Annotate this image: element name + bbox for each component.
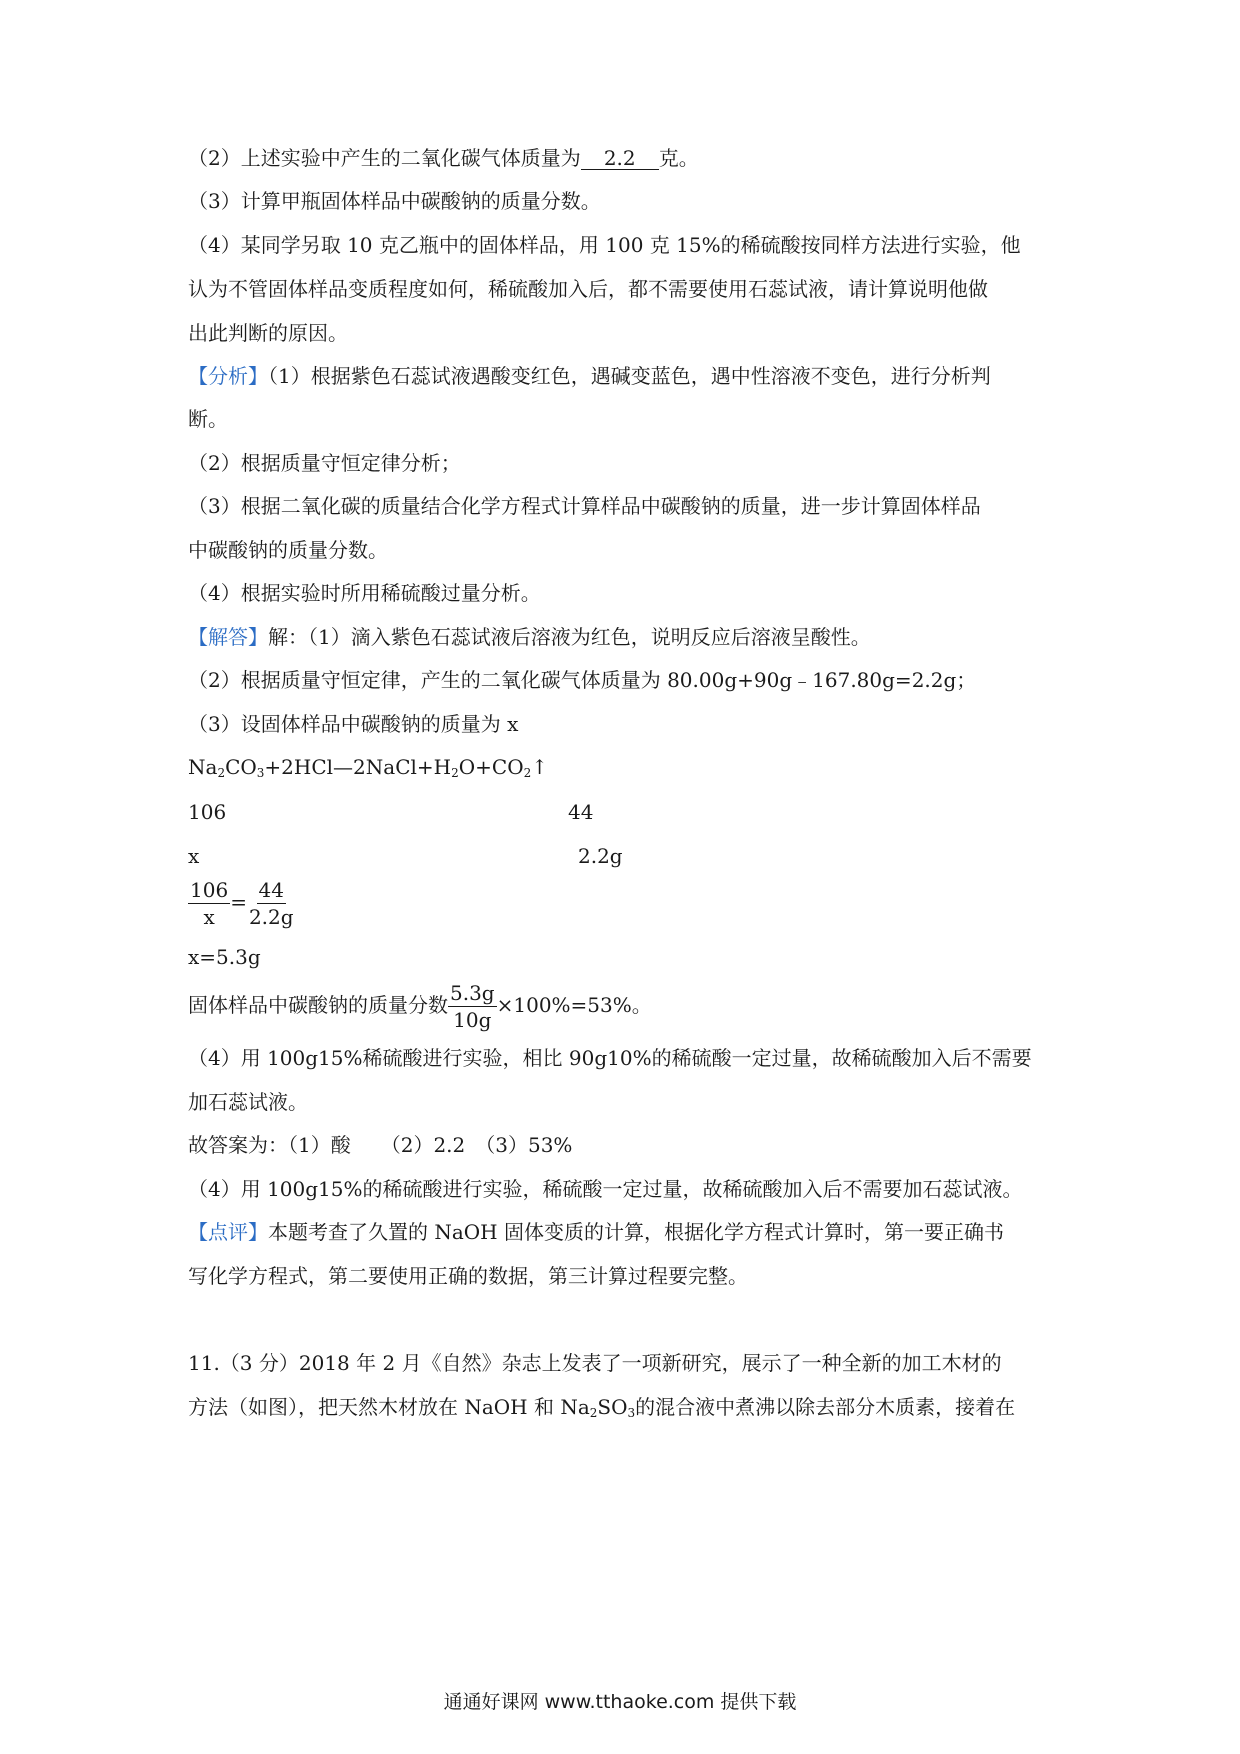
comment-tag: 【点评】 [188,1220,268,1244]
question-11-line-1: 11.（3 分）2018 年 2 月《自然》杂志上发表了一项新研究，展示了一种全新的加工木材的 [188,1351,1002,1375]
question-4-line-2: 认为不管固体样品变质程度如何，稀硫酸加入后，都不需要使用石蕊试液，请计算说明他做 [188,277,988,301]
comment-1: 【点评】本题考查了久置的 NaOH 固体变质的计算，根据化学方程式计算时，第一要正确书 [188,1220,1004,1244]
solution-tag: 【解答】 [188,625,268,649]
solution-2: （2）根据质量守恒定律，产生的二氧化碳气体质量为 80.00g+90g﹣167.80g=2.2g； [188,668,977,692]
page-footer: 通通好课网 www.tthaoke.com 提供下载 [443,1691,797,1713]
analysis-3-line-1: （3）根据二氧化碳的质量结合化学方程式计算样品中碳酸钠的质量，进一步计算固体样品 [188,494,981,518]
question-11-line-2: 方法（如图），把天然木材放在 NaOH 和 $Na_2SO_3$的混合液中煮沸以除去部分木质素，接着在 [188,1395,1016,1420]
x-result: x=5.3g [188,945,261,969]
molar-mass-left: 106 [188,800,227,824]
chemical-equation: $Na_2CO_3+2HCl—2NaCl+H_2O+CO_2↑$ [188,755,548,780]
solution-4-line-2: 加石蕊试液。 [188,1090,308,1114]
fraction-right: $\frac{44}{2.2g}$ [248,878,294,929]
question-3: （3）计算甲瓶固体样品中碳酸钠的质量分数。 [188,189,601,213]
gas-arrow-icon: ↑ [531,755,548,779]
fraction-left: $\frac{106}{x}$ [190,878,229,929]
answer-summary-2: （4）用 100g15%的稀硫酸进行实验，稀硫酸一定过量，故稀硫酸加入后不需要加石蕊试液。 [188,1177,1023,1201]
analysis-2: （2）根据质量守恒定律分析； [188,451,461,475]
analysis-4: （4）根据实验时所用稀硫酸过量分析。 [188,581,541,605]
variable-left: x [188,844,200,868]
proportion-equation: $\frac{106}{x}$ = $\frac{44}{2.2g}$ [190,878,294,929]
answer-blank: 2.2 [581,147,659,170]
analysis-1-cont: 断。 [188,407,228,431]
comment-2: 写化学方程式，第二要使用正确的数据，第三计算过程要完整。 [188,1264,748,1288]
variable-right: 2.2g [578,844,623,868]
question-4-line-1: （4）某同学另取 10 克乙瓶中的固体样品，用 100 克 15%的稀硫酸按同样方法进行实验，他 [188,233,1021,257]
analysis-1: 【分析】（1）根据紫色石蕊试液遇酸变红色，遇碱变蓝色，遇中性溶液不变色，进行分析判 [188,364,991,388]
mass-fraction: 固体样品中碳酸钠的质量分数 $\frac{5.3g}{10g}$ ×100%=53%。 [188,981,652,1032]
answer-summary-1: 故答案为：（1）酸 （2）2.2 （3）53% [188,1133,573,1157]
solution-4-line-1: （4）用 100g15%稀硫酸进行实验，相比 90g10%的稀硫酸一定过量，故稀硫酸加入后不需要 [188,1046,1032,1070]
analysis-tag: 【分析】 [188,364,268,388]
solution-3: （3）设固体样品中碳酸钠的质量为 x [188,712,519,736]
question-4-line-3: 出此判断的原因。 [188,321,348,345]
analysis-3-line-2: 中碳酸钠的质量分数。 [188,538,388,562]
fraction-percent: $\frac{5.3g}{10g}$ [450,981,495,1032]
solution-1: 【解答】解：（1）滴入紫色石蕊试液后溶液为红色，说明反应后溶液呈酸性。 [188,625,871,649]
molar-mass-right: 44 [568,800,594,824]
question-2: （2）上述实验中产生的二氧化碳气体质量为 2.2 克。 [188,146,699,170]
